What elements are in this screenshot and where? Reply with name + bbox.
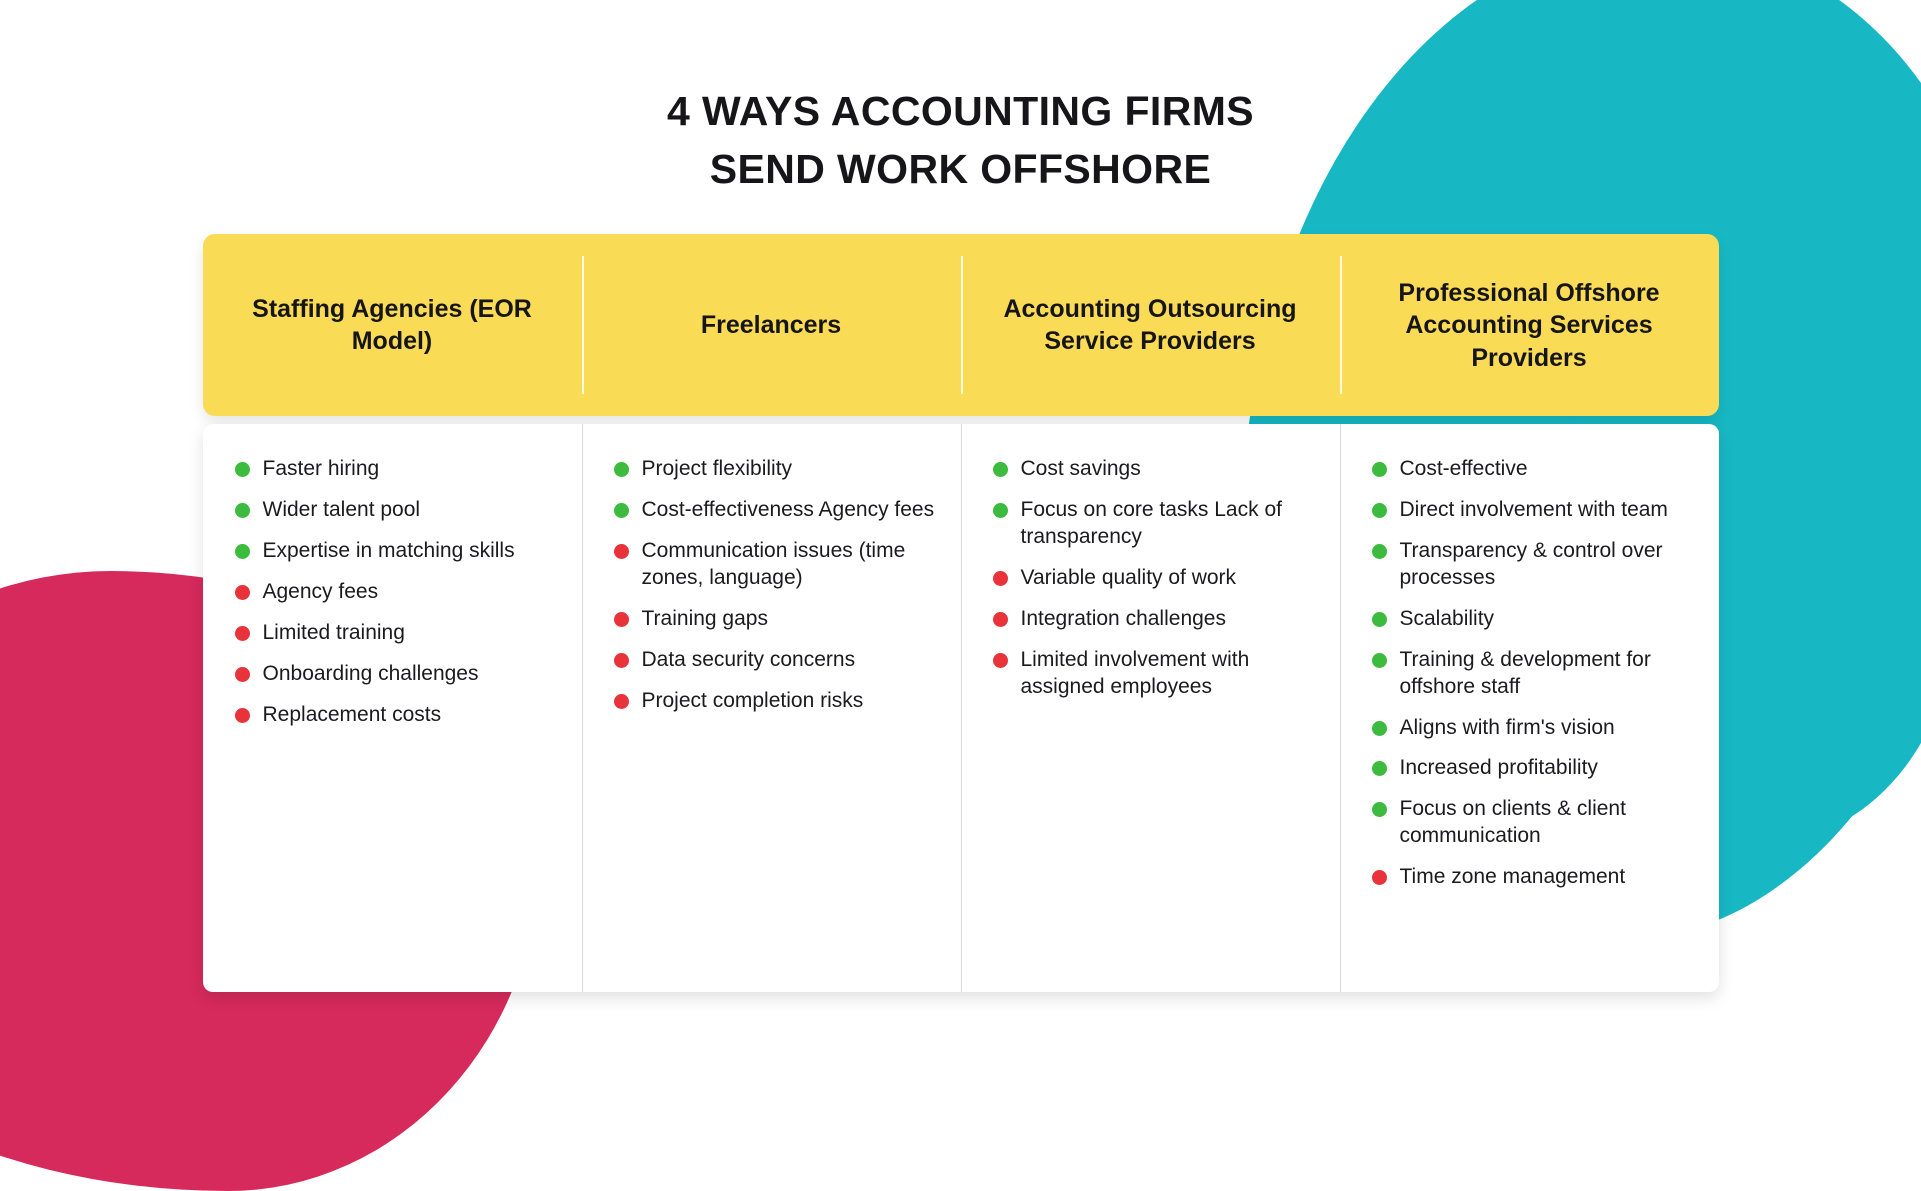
pro-bullet-icon — [235, 544, 250, 559]
column-body-freelancers — [582, 424, 961, 992]
point-label: Cost savings — [1020, 457, 1141, 481]
point-label: Agency fees — [262, 580, 379, 604]
list-item — [235, 456, 556, 483]
point-label: Cost-effective — [1399, 457, 1528, 481]
point-label: Aligns with firm's vision — [1399, 715, 1615, 739]
pro-bullet-icon — [614, 462, 629, 477]
point-list — [235, 456, 556, 728]
point-list — [1372, 456, 1693, 891]
point-label: Direct involvement with team — [1399, 498, 1668, 522]
list-item — [1372, 715, 1693, 742]
list-item — [993, 606, 1314, 633]
list-item — [614, 606, 935, 633]
point-label: Scalability — [1399, 606, 1495, 630]
point-label: Variable quality of work — [1020, 566, 1237, 590]
list-item — [1372, 456, 1693, 483]
pro-bullet-icon — [1372, 802, 1387, 817]
list-item — [1372, 606, 1693, 633]
point-label: Focus on core tasks Lack of transparency — [1020, 498, 1282, 549]
list-item — [235, 661, 556, 688]
con-bullet-icon — [993, 653, 1008, 668]
point-label: Transparency & control over processes — [1399, 539, 1663, 590]
list-item — [614, 497, 935, 524]
point-label: Training & development for offshore staff — [1399, 647, 1651, 698]
comparison-table — [203, 234, 1719, 992]
point-label: Faster hiring — [262, 457, 380, 481]
list-item — [1372, 497, 1693, 524]
list-item — [235, 497, 556, 524]
point-label: Increased profitability — [1399, 756, 1598, 780]
list-item — [993, 456, 1314, 483]
pro-bullet-icon — [993, 503, 1008, 518]
pro-bullet-icon — [1372, 653, 1387, 668]
column-header-professional-offshore: Professional Offshore Accounting Services Providers — [1340, 234, 1719, 416]
column-body-professional-offshore — [1340, 424, 1719, 992]
point-label: Limited involvement with assigned employees — [1020, 647, 1250, 698]
list-item — [614, 647, 935, 674]
column-body-staffing-agencies — [203, 424, 582, 992]
pro-bullet-icon — [614, 503, 629, 518]
con-bullet-icon — [614, 544, 629, 559]
list-item — [614, 456, 935, 483]
list-item — [235, 579, 556, 606]
con-bullet-icon — [235, 626, 250, 641]
point-label: Integration challenges — [1020, 606, 1226, 630]
list-item — [235, 702, 556, 729]
pro-bullet-icon — [1372, 503, 1387, 518]
pro-bullet-icon — [1372, 761, 1387, 776]
con-bullet-icon — [993, 612, 1008, 627]
list-item — [614, 538, 935, 592]
list-item — [1372, 864, 1693, 891]
list-item — [235, 538, 556, 565]
pro-bullet-icon — [235, 503, 250, 518]
page-title-line-1: 4 WAYS ACCOUNTING FIRMS — [666, 88, 1255, 134]
point-label: Cost-effectiveness Agency fees — [641, 498, 935, 522]
page-title-line-2: SEND WORK OFFSHORE — [709, 146, 1212, 193]
con-bullet-icon — [614, 694, 629, 709]
point-label: Expertise in matching skills — [262, 539, 515, 563]
pro-bullet-icon — [993, 462, 1008, 477]
pro-bullet-icon — [235, 462, 250, 477]
list-item — [1372, 796, 1693, 850]
con-bullet-icon — [614, 653, 629, 668]
page-title — [0, 0, 1921, 198]
point-label: Replacement costs — [262, 702, 442, 726]
point-list — [993, 456, 1314, 700]
con-bullet-icon — [614, 612, 629, 627]
point-label: Limited training — [262, 620, 405, 644]
pro-bullet-icon — [1372, 462, 1387, 477]
pro-bullet-icon — [1372, 544, 1387, 559]
column-header-staffing-agencies: Staffing Agencies (EOR Model) — [252, 294, 532, 356]
list-item — [235, 620, 556, 647]
comparison-table-header-row — [203, 234, 1719, 416]
column-header-freelancers: Freelancers — [582, 234, 961, 416]
list-item — [993, 565, 1314, 592]
point-label: Project flexibility — [641, 457, 793, 481]
con-bullet-icon — [235, 667, 250, 682]
con-bullet-icon — [235, 585, 250, 600]
point-list — [614, 456, 935, 714]
point-label: Wider talent pool — [262, 498, 421, 522]
point-label: Onboarding challenges — [262, 661, 479, 685]
list-item — [993, 497, 1314, 551]
list-item — [1372, 538, 1693, 592]
pro-bullet-icon — [1372, 721, 1387, 736]
point-label: Data security concerns — [641, 647, 856, 671]
pro-bullet-icon — [1372, 612, 1387, 627]
list-item — [1372, 755, 1693, 782]
list-item — [993, 647, 1314, 701]
con-bullet-icon — [235, 708, 250, 723]
point-label: Time zone management — [1399, 865, 1626, 889]
column-body-accounting-outsourcing — [961, 424, 1340, 992]
point-label: Communication issues (time zones, language) — [641, 539, 906, 590]
comparison-table-body-row — [203, 424, 1719, 992]
point-label: Project completion risks — [641, 688, 864, 712]
point-label: Focus on clients & client communication — [1399, 797, 1626, 848]
con-bullet-icon — [1372, 870, 1387, 885]
list-item — [614, 688, 935, 715]
list-item — [1372, 647, 1693, 701]
column-header-accounting-outsourcing: Accounting Outsourcing Service Providers — [961, 234, 1340, 416]
con-bullet-icon — [993, 571, 1008, 586]
point-label: Training gaps — [641, 606, 768, 630]
